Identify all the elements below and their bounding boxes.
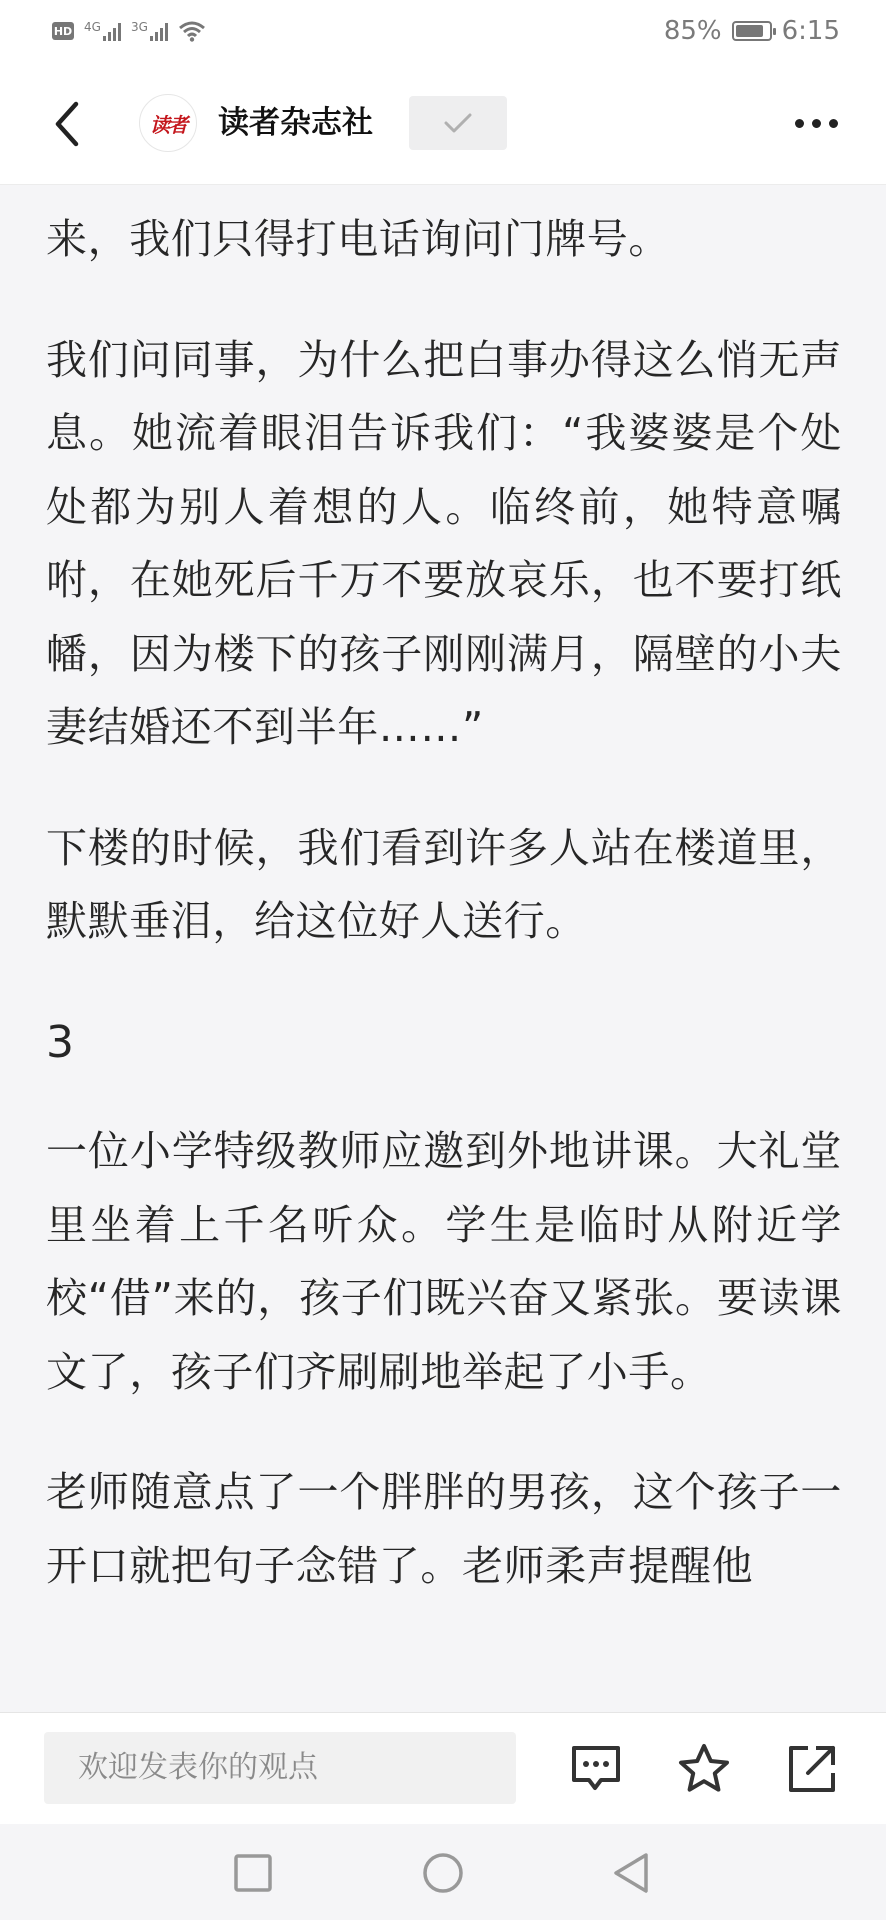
battery-percent: 85% (663, 16, 722, 46)
network-3g (131, 21, 168, 41)
account-logo-text: 读者 (150, 112, 186, 137)
paragraph: 我们问同事，为什么把白事办得这么悄无声息。她流着眼泪告诉我们：“我婆婆是个处处都为别人着想的人。临终前，她特意嘱咐，在她死后千万不要放哀乐，也不要打纸幡，因为楼下的孩子刚刚满月，隔壁的小夫妻结婚还不到半年……” (46, 335, 842, 751)
back-nav-button[interactable] (606, 1848, 656, 1898)
hd-badge: HD (52, 22, 74, 40)
back-button[interactable] (42, 96, 92, 152)
article-content (46, 203, 842, 1650)
article-body[interactable] (0, 185, 886, 1712)
network-4g-label: 4G (84, 20, 101, 34)
paragraph: 一位小学特级教师应邀到外地讲课。大礼堂里坐着上千名听众。学生是临时从附近学校“借”来的，孩子们既兴奋又紧张。要读课文了，孩子们齐刷刷地举起了小手。 (46, 1127, 842, 1396)
star-icon (677, 1743, 731, 1795)
section-number: 3 (46, 1016, 74, 1068)
status-indicators (52, 14, 206, 48)
battery-fill (736, 25, 763, 37)
more-icon (812, 119, 821, 128)
back-triangle-icon (611, 1851, 651, 1895)
comment-button[interactable] (566, 1739, 626, 1799)
system-nav-bar (0, 1824, 886, 1920)
paragraph: 下楼的时候，我们看到许多人站在楼道里，默默垂泪，给这位好人送行。 (46, 823, 842, 945)
clock: 6:15 (781, 16, 840, 46)
account-name[interactable]: 读者杂志社 (218, 105, 373, 141)
home-button[interactable] (418, 1848, 468, 1898)
recent-apps-icon (233, 1853, 273, 1893)
more-icon (795, 119, 804, 128)
recent-apps-button[interactable] (228, 1848, 278, 1898)
comment-bar (0, 1712, 886, 1824)
more-button[interactable] (786, 102, 846, 144)
share-button[interactable] (782, 1739, 842, 1799)
network-3g-label: 3G (130, 20, 148, 34)
comment-icon (569, 1744, 623, 1794)
article-header (0, 62, 886, 185)
follow-button[interactable] (409, 96, 507, 150)
status-bar (0, 0, 886, 62)
comment-input[interactable]: 欢迎发表你的观点 (44, 1732, 516, 1804)
account-avatar[interactable] (139, 94, 197, 152)
signal-icon (150, 21, 168, 41)
favorite-button[interactable] (674, 1739, 734, 1799)
signal-icon (103, 21, 121, 41)
share-icon (786, 1743, 838, 1795)
status-right (664, 12, 840, 50)
paragraph: 来，我们只得打电话询问门牌号。 (46, 215, 670, 263)
battery-icon (732, 21, 772, 41)
checkmark-icon (443, 111, 473, 135)
home-icon (421, 1851, 465, 1895)
back-icon (52, 101, 82, 147)
more-icon (829, 119, 838, 128)
wifi-icon (178, 20, 206, 42)
network-4g (84, 21, 121, 41)
paragraph: 老师随意点了一个胖胖的男孩，这个孩子一开口就把句子念错了。老师柔声提醒他 (46, 1468, 842, 1590)
